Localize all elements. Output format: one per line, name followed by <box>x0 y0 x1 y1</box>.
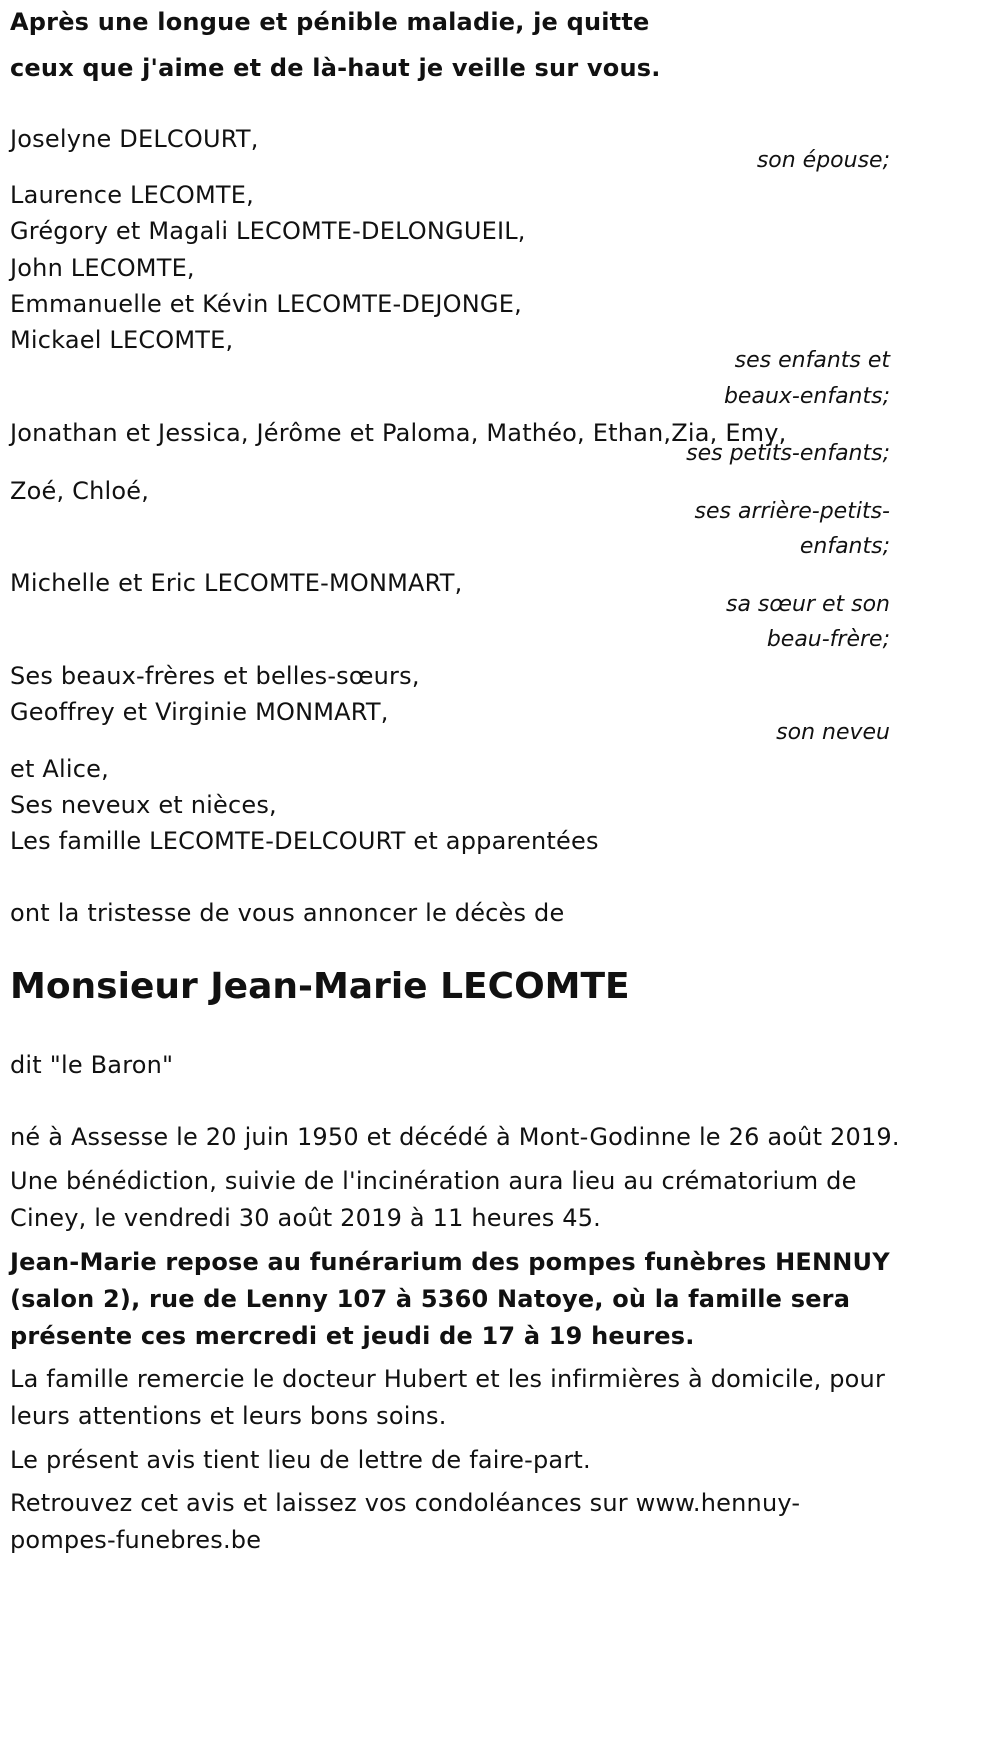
notice-text: Le présent avis tient lieu de lettre de faire-part. <box>10 1446 591 1474</box>
grandchildren-names: Jonathan et Jessica, Jérôme et Paloma, Mathéo, Ethan,Zia, Emy, <box>10 419 787 447</box>
nephew-relation: son neveu <box>776 720 890 745</box>
children-relation-line-1: ses enfants et <box>734 348 890 373</box>
ceremony-info: Une bénédiction, suivie de l'incinération aura lieu au crématorium de Ciney, le vendredi 30 août 2019 à 11 heures 45. <box>10 1167 857 1232</box>
child-name: Grégory et Magali LECOMTE-DELONGUEIL, <box>10 217 526 245</box>
sibling-relation-line-1: sa sœur et son <box>725 592 890 617</box>
sibling-names: Michelle et Eric LECOMTE-MONMART, <box>10 569 463 597</box>
great-grandchildren-relation-line-1: ses arrière-petits- <box>694 499 890 524</box>
in-laws-line-2: Geoffrey et Virginie MONMART, <box>10 698 389 726</box>
deceased-nickname: dit "le Baron" <box>10 1051 174 1079</box>
in-laws-line-5: Les famille LECOMTE-DELCOURT et apparentées <box>10 827 599 855</box>
child-name: Laurence LECOMTE, <box>10 181 254 209</box>
intro-line-2: ceux que j'aime et de là-haut je veille sur vous. <box>10 54 661 82</box>
in-laws-line-3: et Alice, <box>10 755 109 783</box>
condolences-text: Retrouvez cet avis et laissez vos condoléances sur www.hennuy-pompes-funebres.be <box>10 1489 801 1554</box>
child-name: John LECOMTE, <box>10 254 195 282</box>
in-laws-line-4: Ses neveux et nièces, <box>10 791 277 819</box>
child-name: Mickael LECOMTE, <box>10 326 234 354</box>
deceased-name: Monsieur Jean-Marie LECOMTE <box>10 966 630 1007</box>
intro-line-1: Après une longue et pénible maladie, je quitte <box>10 8 650 36</box>
great-grandchildren-relation-line-2: enfants; <box>799 534 890 559</box>
great-grandchildren-names: Zoé, Chloé, <box>10 477 150 505</box>
spouse-name: Joselyne DELCOURT, <box>10 125 259 153</box>
sibling-relation-line-2: beau-frère; <box>766 627 890 652</box>
grandchildren-relation: ses petits-enfants; <box>686 441 890 466</box>
announcement: ont la tristesse de vous annoncer le décès de <box>10 899 565 927</box>
spouse-relation: son épouse; <box>756 148 890 173</box>
birth-death-info: né à Assesse le 20 juin 1950 et décédé à Mont-Godinne le 26 août 2019. <box>10 1123 900 1151</box>
thanks-text: La famille remercie le docteur Hubert et les infirmières à domicile, pour leurs attentions et leurs bons soins. <box>10 1365 886 1430</box>
children-relation-line-2: beaux-enfants; <box>723 384 890 409</box>
child-name: Emmanuelle et Kévin LECOMTE-DEJONGE, <box>10 290 522 318</box>
in-laws-line-1: Ses beaux-frères et belles-sœurs, <box>10 662 420 690</box>
visitation-info: Jean-Marie repose au funérarium des pompes funèbres HENNUY (salon 2), rue de Lenny 107 à 5360 Natoye, où la famille sera présente ces mercredi et jeudi de 17 à 19 heures. <box>10 1248 890 1350</box>
